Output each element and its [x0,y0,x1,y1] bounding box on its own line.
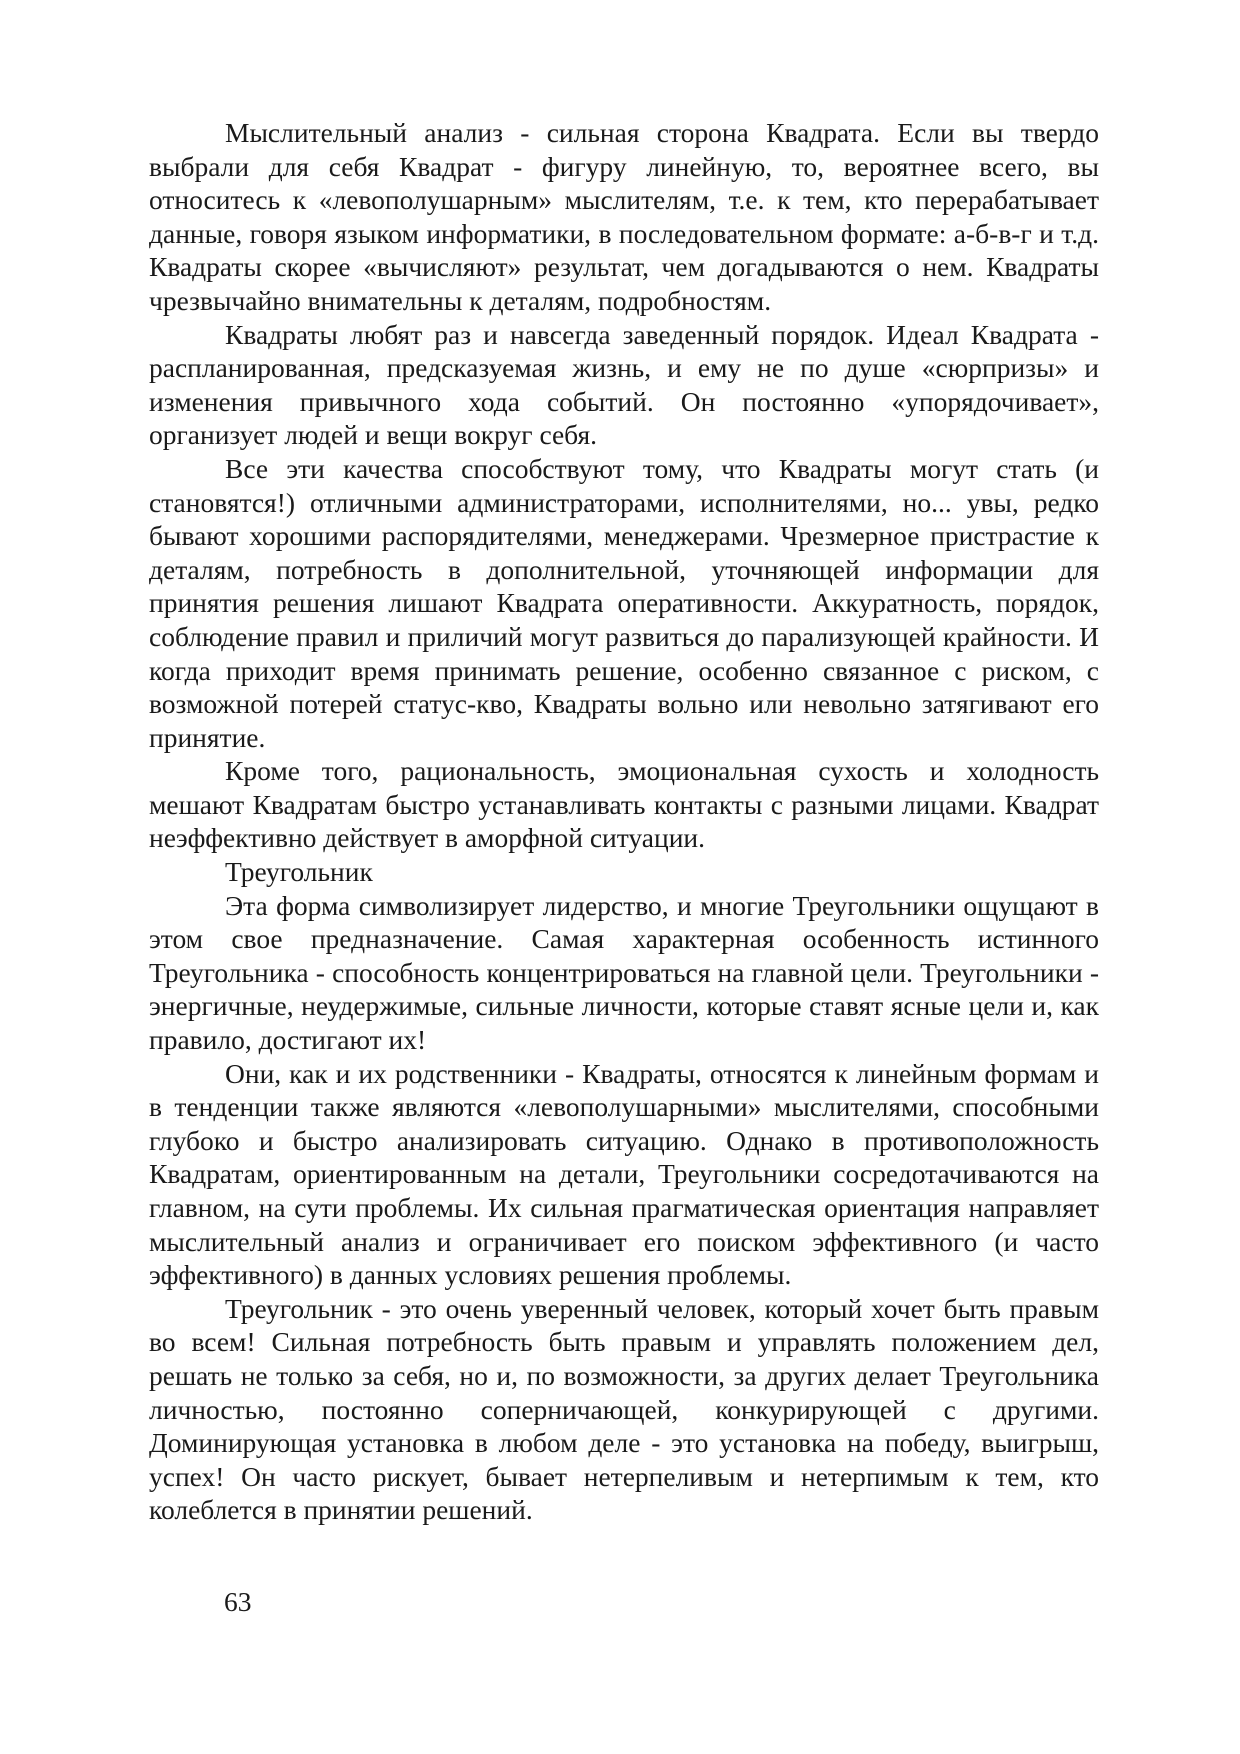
paragraph-triangle-confidence: Треугольник - это очень уверенный человек, который хочет быть правым во всем! Сильная потребность быть правым и управлять положением дел, решать не только за себя, но и, по возможности, за других делает Треугольника личностью, постоянно соперничающей, конкурирующей с другими. Доминирующая установка в любом деле - это установка на победу, выигрыш, успех! Он часто рискует, бывает нетерпеливым и нетерпимым к тем, кто колеблется в принятии решений. [149,1292,1099,1526]
paragraph-triangle-leadership: Эта форма символизирует лидерство, и многие Треугольники ощущают в этом свое предназначение. Самая характерная особенность истинного Треугольника - способность концентрироваться на главной цели. Треугольники - энергичные, неудержимые, сильные личности, которые ставят ясные цели и, как правило, достигают их! [149,889,1099,1056]
section-heading-triangle: Треугольник [225,856,373,888]
paragraph-triangle-linear: Они, как и их родственники - Квадраты, относятся к линейным формам и в тенденции также являются «левополушарными» мыслителями, способными глубоко и быстро анализировать ситуацию. Однако в противоположность Квадратам, ориентированным на детали, Треугольники сосредотачиваются на главном, на сути проблемы. Их сильная прагматическая ориентация направляет мыслительный анализ и ограничивает его поиском эффективного (и часто эффективного) в данных условиях решения проблемы. [149,1057,1099,1291]
paragraph-square-rationality: Кроме того, рациональность, эмоциональная сухость и холодность мешают Квадратам быстро устанавливать контакты с разными лицами. Квадрат неэффективно действует в аморфной ситуации. [149,755,1099,854]
paragraph-square-analysis: Мыслительный анализ - сильная сторона Квадрата. Если вы твердо выбрали для себя Квадрат - фигуру линейную, то, вероятнее всего, вы относитесь к «левополушарным» мыслителям, т.е. к тем, кто перерабатывает данные, говоря языком информатики, в последовательном формате: а-б-в-г и т.д. Квадраты скорее «вычисляют» результат, чем догадываются о нем. Квадраты чрезвычайно внимательны к деталям, подробностям. [149,117,1099,316]
paragraph-square-order: Квадраты любят раз и навсегда заведенный порядок. Идеал Квадрата - распланированная, предсказуемая жизнь, и ему не по душе «сюрпризы» и изменения привычного хода событий. Он постоянно «упорядочивает», организует людей и вещи вокруг себя. [149,318,1099,451]
paragraph-square-qualities: Все эти качества способствуют тому, что Квадраты могут стать (и становятся!) отличными администраторами, исполнителями, но... увы, редко бывают хорошими распорядителями, менеджерами. Чрезмерное пристрастие к деталям, потребность в дополнительной, уточняющей информации для принятия решения лишают Квадрата оперативности. Аккуратность, порядок, соблюдение правил и приличий могут развиться до парализующей крайности. И когда приходит время принимать решение, особенно связанное с риском, с возможной потерей статус-кво, Квадраты вольно или невольно затягивают его принятие. [149,452,1099,753]
page-number: 63 [224,1586,252,1617]
body-text [149,116,1099,1527]
